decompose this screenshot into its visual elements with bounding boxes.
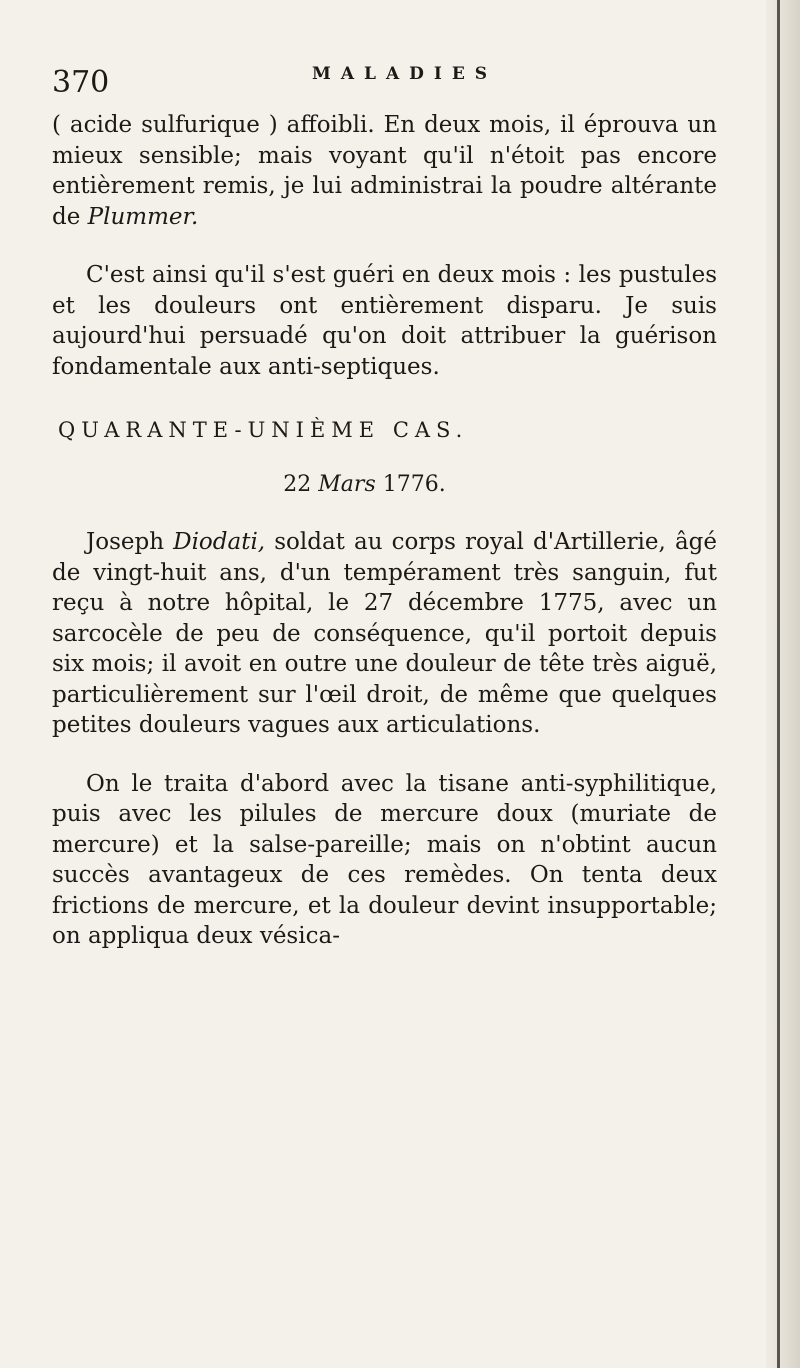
- paragraph-3-lead: Joseph: [86, 529, 174, 555]
- person-name-plummer: Plummer.: [87, 203, 199, 230]
- date-month: Mars: [318, 472, 376, 497]
- paragraph-3-text: soldat au corps royal d'Artillerie, âgé de vingt-huit ans, d'un tempérament très sanguin, fut reçu à notre hôpital, le 27 décembre 1775, avec un sarcocèle de peu de conséquence, qu'il portoit depuis six mois; il avoit en outre une douleur de tête très aiguë, particulièrement sur l'œil droit, de même que quelques petites douleurs vagues aux articulations.: [52, 529, 717, 738]
- paragraph-continuation: [52, 110, 717, 232]
- page-number: 370: [52, 65, 110, 100]
- case-heading: QUARANTE-UNIÈME CAS.: [58, 418, 469, 442]
- paragraph-2: C'est ainsi qu'il s'est guéri en deux mois : les pustules et les douleurs ont entièrement disparu. Je suis aujourd'hui persuadé qu'on doit attribuer la guérison fondamentale aux anti-septiques.: [52, 262, 717, 380]
- page-gutter-shadow: [766, 0, 800, 1368]
- person-name-diodati: Diodati,: [173, 529, 266, 555]
- case-date: [52, 472, 717, 497]
- paragraph-1-text: ( acide sulfurique ) affoibli. En deux mois, il éprouva un mieux sensible; mais voyant qu'il n'étoit pas encore entièrement remis, je lui administrai la poudre altérante de: [52, 112, 717, 230]
- page-header: [52, 58, 752, 108]
- date-day: 22: [283, 472, 319, 497]
- date-year: 1776.: [375, 472, 446, 497]
- paragraph-4: On le traita d'abord avec la tisane anti-syphilitique, puis avec les pilules de mercure doux (muriate de mercure) et la salse-pareille; mais on n'obtint aucun succès avantageux de ces remèdes. On tenta deux frictions de mercure, et la douleur devint insupportable; on appliqua deux vésica-: [52, 770, 717, 949]
- running-head: MALADIES: [312, 64, 498, 84]
- paragraph-3: [52, 527, 717, 741]
- page-edge-line: [777, 0, 780, 1368]
- page-body: [52, 110, 717, 952]
